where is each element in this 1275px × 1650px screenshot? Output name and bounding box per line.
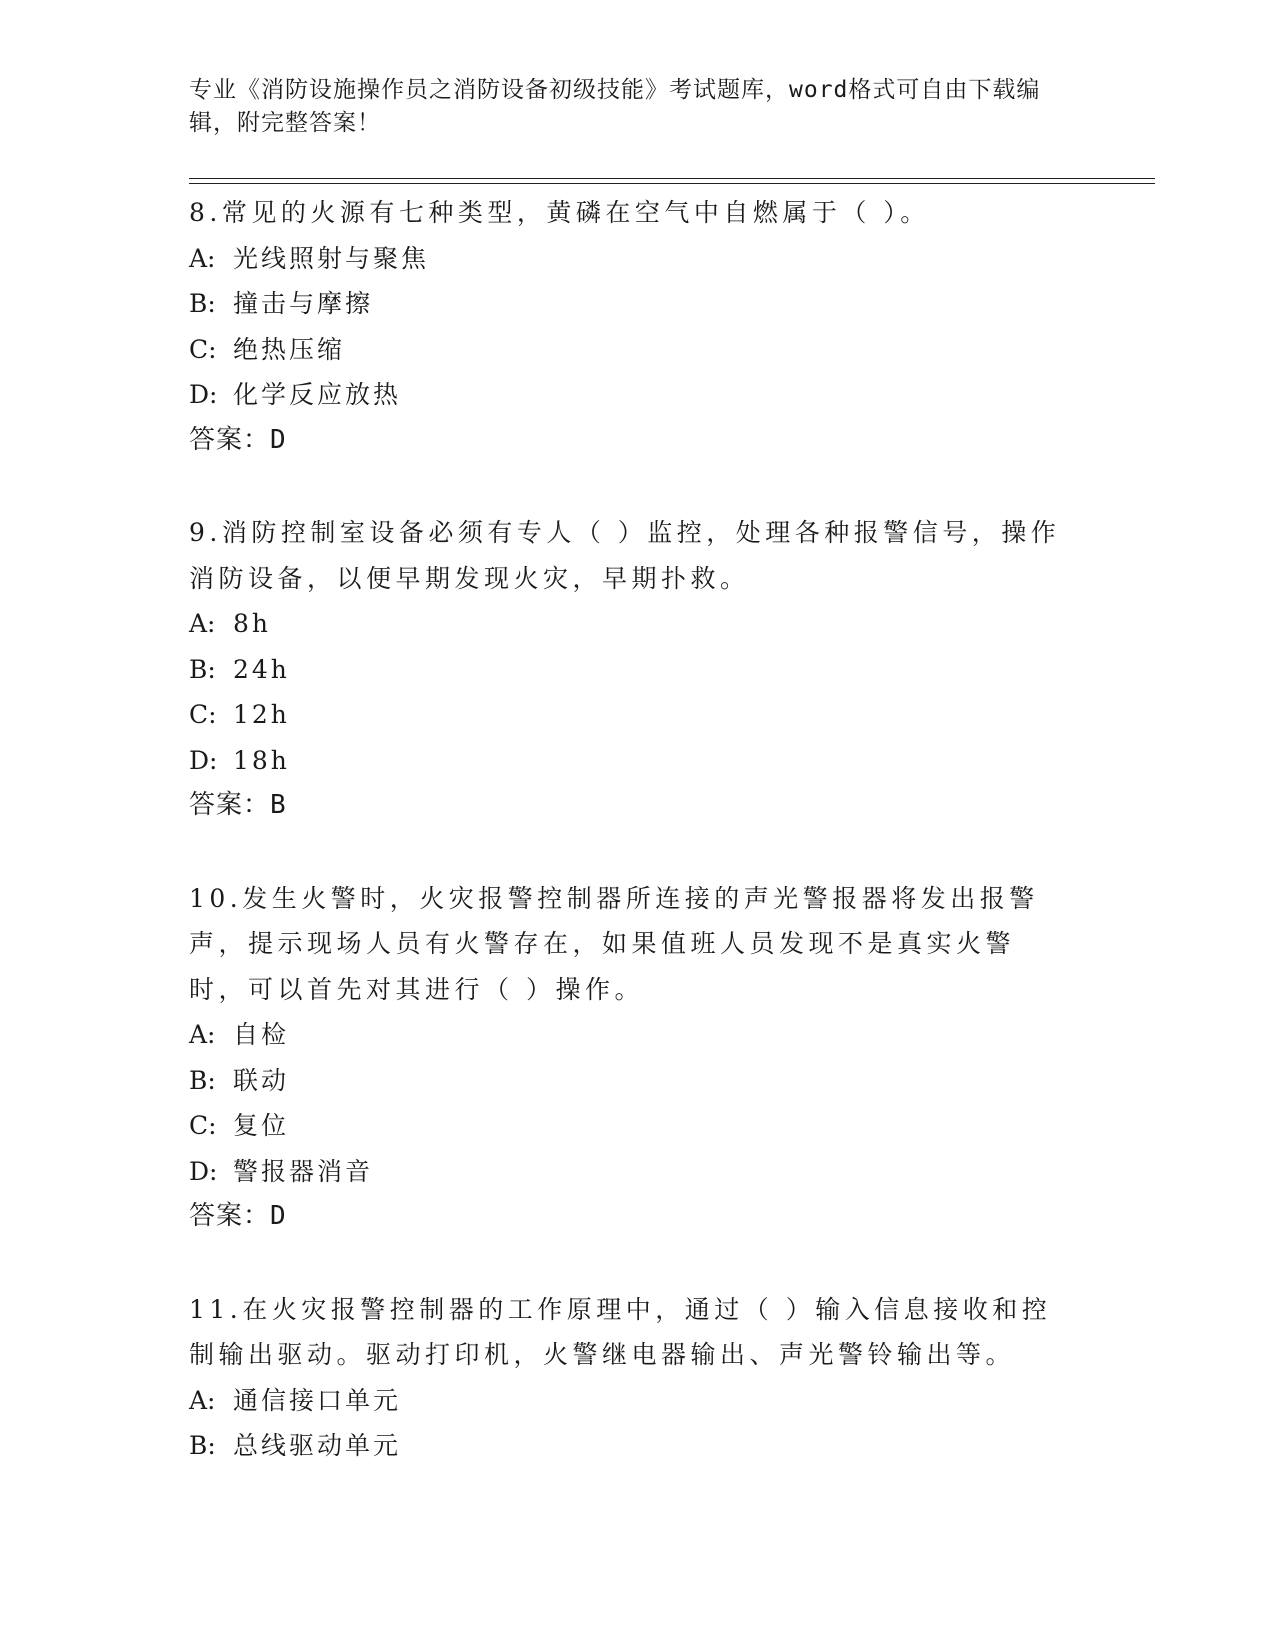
question-11 [189, 1287, 1089, 1469]
option-text: 8h [233, 609, 272, 638]
option-d [189, 1149, 1089, 1195]
option-text: 警报器消音 [233, 1156, 374, 1186]
question-9 [189, 510, 1089, 829]
option-text: 12h [233, 700, 290, 729]
option-text: 联动 [233, 1065, 290, 1095]
option-a [189, 1378, 1089, 1424]
option-key: A: [189, 1385, 216, 1415]
option-key: D: [189, 1156, 218, 1186]
option-b [189, 1423, 1089, 1469]
option-text: 18h [233, 745, 290, 775]
option-d [189, 372, 1089, 418]
option-key: B: [189, 1065, 216, 1095]
option-text: 撞击与摩擦 [233, 289, 374, 318]
option-key: A: [189, 243, 216, 273]
option-text: 24h [233, 654, 290, 684]
question-stem: 8.常见的火源有七种类型，黄磷在空气中自燃属于（ ）。 [189, 198, 930, 227]
question-stem: 9.消防控制室设备必须有专人（ ）监控，处理各种报警信号，操作消防设备，以便早期发现火灾，早期扑救。 [189, 518, 1061, 593]
option-key: B: [189, 654, 216, 684]
option-a [189, 1012, 1089, 1058]
option-key: A: [189, 609, 216, 638]
option-text: 化学反应放热 [233, 380, 402, 409]
option-b [189, 1058, 1089, 1104]
option-b [189, 647, 1089, 693]
option-key: B: [189, 1431, 216, 1460]
option-key: D: [189, 745, 218, 775]
option-key: C: [189, 700, 217, 729]
option-key: A: [189, 1020, 216, 1049]
question-list [189, 190, 1089, 1469]
option-c [189, 1103, 1089, 1149]
question-8 [189, 190, 1089, 463]
answer-line: 答案：D [189, 1201, 287, 1231]
option-key: B: [189, 289, 216, 318]
option-text: 光线照射与聚焦 [233, 243, 430, 273]
option-a [189, 601, 1089, 647]
question-stem: 10.发生火警时，火灾报警控制器所连接的声光警报器将发出报警声，提示现场人员有火警存在，如果值班人员发现不是真实火警时，可以首先对其进行（ ）操作。 [189, 883, 1039, 1004]
option-key: C: [189, 334, 217, 364]
option-key: C: [189, 1111, 217, 1140]
option-text: 绝热压缩 [233, 334, 346, 364]
option-text: 总线驱动单元 [233, 1431, 402, 1460]
option-b [189, 281, 1089, 327]
answer-line: 答案：B [189, 790, 287, 820]
option-key: D: [189, 380, 218, 409]
header-divider-top [189, 178, 1155, 179]
option-text: 复位 [233, 1111, 290, 1140]
option-a [189, 236, 1089, 282]
header-divider-bottom [189, 183, 1155, 184]
option-c [189, 692, 1089, 738]
question-stem: 11.在火灾报警控制器的工作原理中，通过（ ）输入信息接收和控制输出驱动。驱动打印机，火警继电器输出、声光警铃输出等。 [189, 1294, 1052, 1369]
answer-line: 答案：D [189, 424, 287, 455]
option-c [189, 327, 1089, 373]
option-text: 自检 [233, 1020, 290, 1049]
document-intro: 专业《消防设施操作员之消防设备初级技能》考试题库，word格式可自由下载编辑，附完整答案！ [189, 77, 1041, 136]
option-text: 通信接口单元 [233, 1385, 402, 1415]
option-d [189, 738, 1089, 784]
question-10 [189, 876, 1089, 1240]
